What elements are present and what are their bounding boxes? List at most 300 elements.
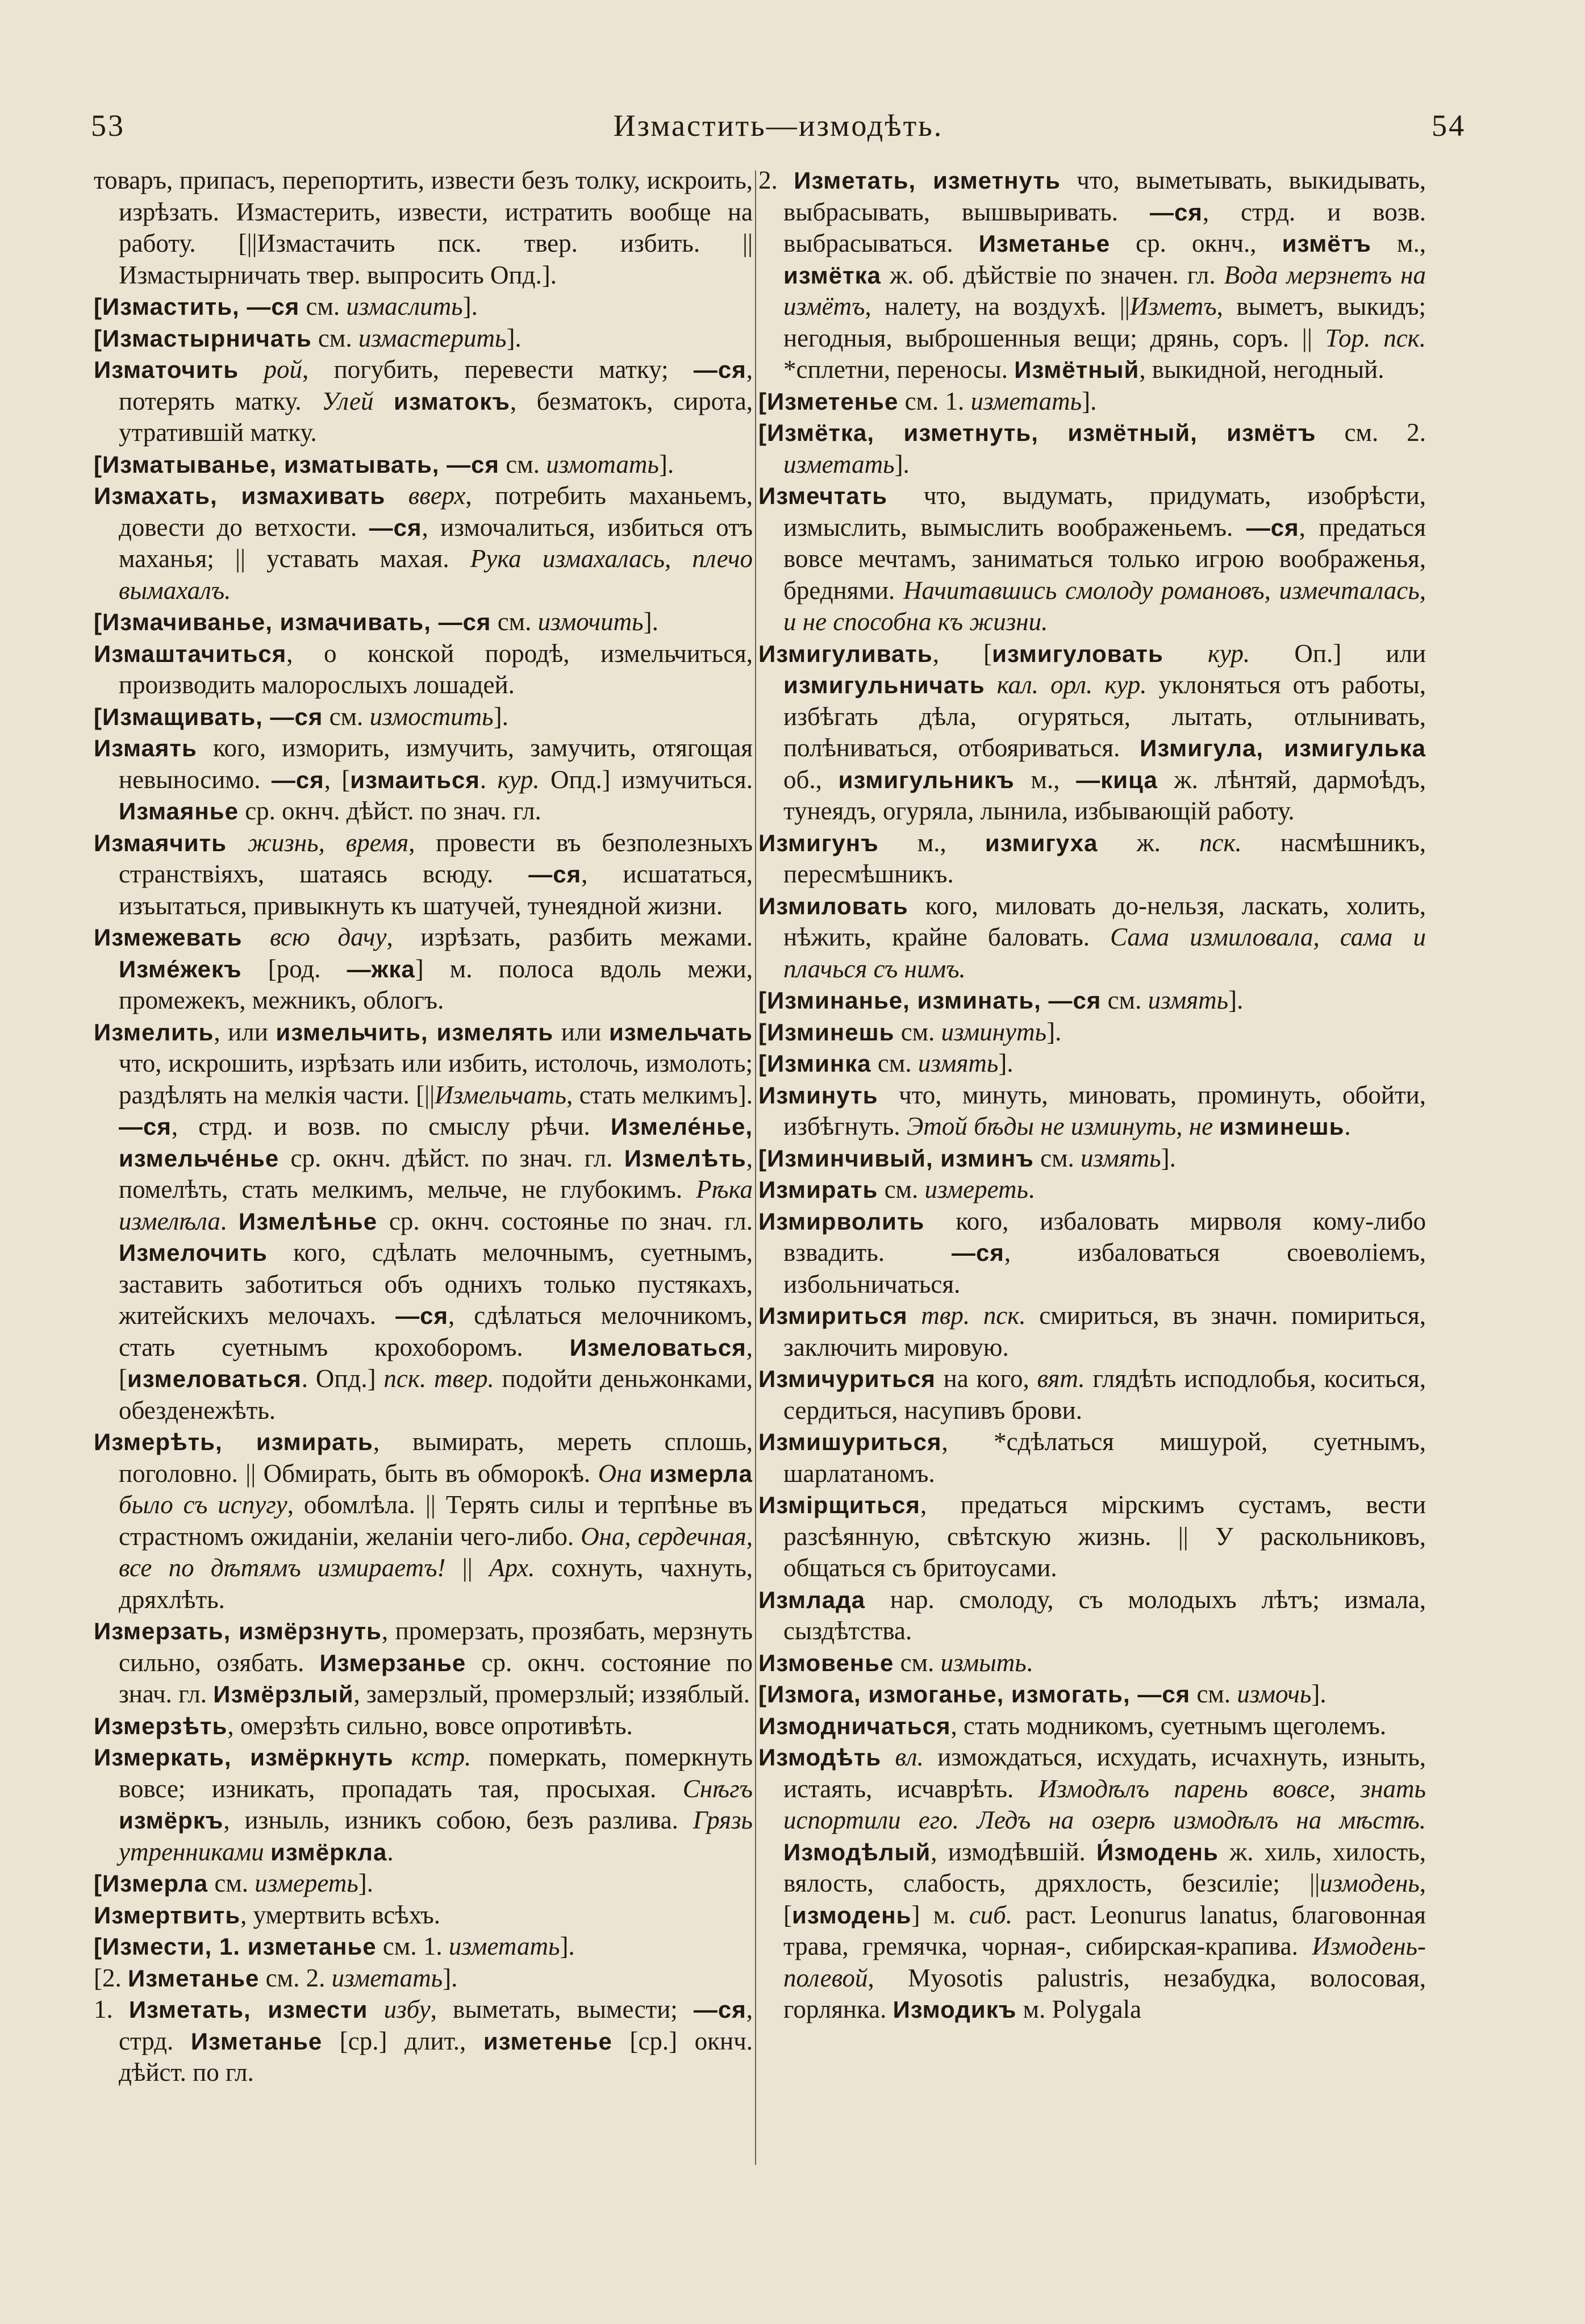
entry-text: , стрд. <box>119 1995 753 2055</box>
dictionary-entry <box>758 1742 1426 2026</box>
headword: измигульникъ <box>838 766 1015 793</box>
entry-text: см. <box>1190 1680 1237 1708</box>
entry-text: . <box>1028 1175 1035 1203</box>
dictionary-entry <box>94 1900 753 1931</box>
entry-text: ]. <box>560 1932 575 1960</box>
dictionary-entry <box>94 732 753 827</box>
italic-text: кур. <box>497 765 540 794</box>
headword: —ся <box>119 1113 172 1140</box>
entry-text: , предаться мірскимъ сустамъ, вести разсѣянную, свѣтскую жизнь. || У раскольниковъ, общаться съ бритоусами. <box>783 1490 1426 1582</box>
headword: Измерзанье <box>319 1649 466 1676</box>
entry-text: см. <box>499 449 547 478</box>
entry-text: см. <box>1033 1143 1081 1172</box>
italic-text: Сама измиловала, сама и плачься съ нимъ. <box>783 923 1426 983</box>
entry-text: , или <box>214 1017 276 1046</box>
italic-text: измереть <box>924 1175 1028 1203</box>
headword: Измирать <box>758 1176 878 1203</box>
italic-text: Рѣка измелѣла <box>119 1175 753 1235</box>
entry-text: Опд.] измучиться. <box>539 765 753 794</box>
entry-text <box>394 1743 411 1771</box>
column-divider <box>755 170 756 2165</box>
entry-text: , стрд. и возв. по смыслу рѣчи. <box>171 1112 611 1140</box>
dictionary-entry <box>758 1048 1426 1080</box>
headword: —ся <box>1246 514 1299 541</box>
entry-text: см. 1. <box>376 1932 449 1960</box>
dictionary-entry <box>94 922 753 1017</box>
dictionary-entry <box>94 606 753 638</box>
entry-text <box>239 355 264 384</box>
italic-text: изметать <box>783 449 895 478</box>
right-column <box>758 165 1426 2267</box>
entry-text <box>1163 639 1208 668</box>
entry-text: ]. <box>1228 986 1244 1014</box>
headword: Измирволить <box>758 1207 925 1235</box>
entry-text: кого, сдѣлать мелочнымъ, суетнымъ, заставить заботиться объ однихъ только пустякахъ, житейскихъ мелочахъ. <box>119 1238 753 1330</box>
entry-text: ср. окнч. дѣйст. по знач. гл. <box>238 797 541 825</box>
entry-text: . <box>387 1837 394 1866</box>
entry-text: ср. окнч., <box>1110 229 1282 257</box>
dictionary-entry <box>758 1679 1426 1710</box>
entry-text: , стрд. и возв. выбрасываться. <box>783 197 1426 257</box>
headword: Измерзать, измёрзнуть <box>94 1618 382 1644</box>
entry-text: , потребить маханьемъ, довести до ветхости. <box>119 481 753 542</box>
headword: Изметанье <box>978 230 1111 257</box>
entry-text: Оп.] или <box>1250 639 1426 668</box>
entry-text <box>985 670 997 699</box>
entry-text <box>642 1459 649 1488</box>
headword: измёркла <box>270 1838 387 1865</box>
italic-text: кстр. <box>411 1743 472 1771</box>
italic-text: измочить <box>537 607 644 636</box>
entry-text: кого, изморить, измучить, замучить, отягощая невыносимо. <box>119 734 753 794</box>
dictionary-entry <box>94 1868 753 1900</box>
headword: Измаянье <box>119 798 239 824</box>
headword: [Изминанье, изминать, —ся <box>758 987 1102 1014</box>
entry-text: ] м. полоса вдоль межи, промежекъ, межникъ, облогъ. <box>119 954 753 1014</box>
dictionary-entry <box>94 1963 753 1994</box>
dictionary-entry <box>94 449 753 481</box>
entry-text <box>1213 1112 1219 1140</box>
italic-text: Рука измахалась, плечо вымахалъ. <box>119 544 753 605</box>
entry-text: м., <box>1014 765 1077 794</box>
entry-text: ж. хиль, хилость, вялость, слабость, дряхлость, безсиліе; || <box>783 1837 1426 1897</box>
headword: Измичуриться <box>758 1365 936 1392</box>
headword: измигуха <box>985 829 1098 856</box>
entry-text: , потерять матку. <box>119 355 753 415</box>
entry-text: ср. окнч. состоянье по знач. гл. <box>377 1206 753 1235</box>
dictionary-entry <box>94 638 753 701</box>
headword: Измірщиться <box>758 1492 920 1518</box>
headword: измерла <box>649 1460 753 1487</box>
entry-text: насмѣшникъ, пересмѣшникъ. <box>783 828 1426 888</box>
italic-text: измочь <box>1237 1680 1312 1708</box>
headword: Измётный <box>1014 356 1140 383</box>
headword: —жка <box>347 955 415 982</box>
headword: Измерзѣть <box>94 1712 228 1739</box>
left-column <box>94 165 753 2267</box>
entry-text: см. <box>894 1017 941 1046</box>
headword: измётка <box>783 261 882 289</box>
entry-text: ]. <box>506 323 522 352</box>
headword: —ся <box>369 514 422 541</box>
headword: Измодѣть <box>758 1744 882 1771</box>
entry-text: , выметъ, выкидъ; негодныя, выброшенныя вещи; дрянь, соръ. || <box>783 292 1426 352</box>
entry-text: на кого, <box>935 1364 1037 1393</box>
dictionary-entry <box>758 1710 1426 1742</box>
italic-text: измастерить <box>358 323 507 352</box>
entry-text: см. <box>894 1648 941 1677</box>
dictionary-entry <box>94 1994 753 2089</box>
italic-text: пск. <box>1199 828 1242 857</box>
italic-text: Улей <box>322 386 374 415</box>
headword: Измелѣть <box>624 1144 746 1172</box>
headword: измётъ <box>1282 230 1371 257</box>
entry-text: ср. окнч. состояние по знач. гл. <box>119 1648 753 1708</box>
entry-text: см. <box>878 1175 925 1203</box>
dictionary-entry <box>94 291 753 323</box>
entry-text: ]. <box>998 1049 1013 1077</box>
headword: —ся <box>693 356 746 383</box>
entry-text: , Myosotis palustris, незабудка, волосовая, горлянка. <box>783 1963 1426 2023</box>
headword: —ся <box>528 861 582 888</box>
headword: измигуловать <box>992 640 1163 667</box>
entry-text: глядѣть исподлобья, коситься, сердиться, насупивъ брови. <box>783 1364 1426 1425</box>
headword: [Измерла <box>94 1870 208 1897</box>
headword: Измелить <box>94 1018 214 1046</box>
headword: измодень <box>792 1901 912 1929</box>
headword: Измёрзлый <box>213 1681 354 1707</box>
entry-text: , провести въ безполезныхъ странствіяхъ, шатаясь всюду. <box>119 828 753 888</box>
entry-text: ]. <box>462 292 478 320</box>
headword: изминешь <box>1219 1113 1345 1140</box>
headword: Измигуливать <box>758 640 933 667</box>
page-header <box>91 108 1466 153</box>
entry-text: , изныль, изникъ собою, безъ разлива. <box>223 1806 693 1834</box>
entry-text: [ср.] длит., <box>322 2026 483 2055</box>
entry-text: см. 2. <box>259 1963 332 1992</box>
entry-text: , стать модникомъ, суетнымъ щеголемъ. <box>950 1711 1387 1740</box>
dictionary-entry <box>94 1931 753 1963</box>
entry-text: подойти деньжонками, обезденежѣть. <box>119 1364 753 1425</box>
italic-text: измотать <box>546 449 659 478</box>
dictionary-entry <box>758 638 1426 827</box>
italic-text: кал. орл. кур. <box>996 670 1147 699</box>
headword: Измлада <box>758 1586 866 1613</box>
headword: Изметать, измести <box>128 1996 368 2023</box>
dictionary-entry <box>758 1174 1426 1206</box>
italic-text: измодень <box>1320 1869 1420 1897</box>
entry-text: , обомлѣла. || Терять силы и терпѣнье въ страстномъ ожиданіи, желаніи чего-либо. <box>119 1490 753 1551</box>
entry-text: см. <box>1101 986 1148 1014</box>
dictionary-entry <box>758 1489 1426 1584</box>
dictionary-entry <box>94 827 753 922</box>
headword: [Изминка <box>758 1050 871 1077</box>
headword: [Измащивать, —ся <box>94 703 323 730</box>
italic-text: изметать <box>970 386 1082 415</box>
entry-text: , омерзѣть сильно, вовсе опротивѣть. <box>227 1711 633 1740</box>
dictionary-entry <box>94 1615 753 1710</box>
entry-text: 2. <box>758 166 794 194</box>
italic-text: жизнь, время <box>247 828 409 857</box>
entry-text: см. 2. <box>1316 418 1426 447</box>
headword: Измириться <box>758 1302 908 1329</box>
entry-text <box>881 1743 895 1771</box>
entry-text: , промерзать, прозябать, мерзнуть сильно, озябать. <box>119 1617 753 1677</box>
entry-text: 1. <box>94 1995 129 2023</box>
entry-text: . <box>220 1206 239 1235</box>
dictionary-entry <box>94 354 753 449</box>
entry-text: , безматокъ, сирота, утратившій матку. <box>119 386 753 447</box>
italic-text: измять <box>917 1049 999 1077</box>
italic-text: пск. твер. <box>383 1364 494 1393</box>
headword: —ся <box>1149 198 1203 226</box>
italic-text: Арх. <box>489 1554 535 1582</box>
entry-text: ср. окнч. дѣйст. по знач. гл. <box>279 1143 624 1172</box>
headword: [Измести, 1. изметанье <box>94 1933 377 1960</box>
entry-text: ] м. <box>911 1900 969 1929</box>
headword: Измаштачиться <box>94 640 287 667</box>
italic-text: сиб. <box>969 1900 1013 1929</box>
headword: [Измастырничать <box>94 324 312 352</box>
entry-text: , вымирать, мереть сплошь, поголовно. || Обмирать, быть въ обморокѣ. <box>119 1427 753 1488</box>
entry-text: м., <box>878 828 985 857</box>
headword: Измодничаться <box>758 1712 951 1739</box>
dictionary-entry <box>758 1584 1426 1647</box>
italic-text: измостить <box>369 702 494 731</box>
entry-text: , стать мелкимъ]. <box>566 1080 753 1109</box>
entry-text: , о конской породѣ, измельчиться, производить малорослыхъ лошадей. <box>119 639 753 699</box>
entry-text <box>264 1838 270 1866</box>
entry-text: ж. об. дѣйствіе по значен. гл. <box>881 260 1224 289</box>
entry-text: , выкидной, негодный. <box>1139 355 1384 384</box>
entry-text <box>243 923 270 951</box>
italic-text: твр. пск. <box>921 1301 1026 1330</box>
headword: [Измастить, —ся <box>94 293 300 320</box>
dictionary-entry <box>758 1017 1426 1048</box>
dictionary-entry <box>94 1710 753 1742</box>
entry-text: ]. <box>1161 1143 1176 1172</box>
headword: Измелѣнье <box>238 1207 378 1235</box>
italic-text: измять <box>1148 986 1229 1014</box>
entry-text: , [ <box>932 639 992 668</box>
headword: измельчить, измелять <box>276 1018 554 1046</box>
headword: Изматочить <box>94 356 239 383</box>
entry-text: см. <box>208 1869 255 1897</box>
entry-text: , предаться вовсе мечтамъ, заниматься только игрою воображенья, бреднями. <box>783 513 1426 605</box>
italic-text: было съ испугу <box>119 1490 287 1519</box>
headword: Измеловаться <box>569 1334 746 1361</box>
entry-text <box>373 387 394 415</box>
headword: Измертвить <box>94 1901 241 1929</box>
entry-text: ]. <box>493 702 508 731</box>
headword: изматокъ <box>394 388 510 415</box>
headword: [Измога, измоганье, измогать, —ся <box>758 1681 1191 1707</box>
entry-text: , исшататься, изъытаться, привыкнуть къ шатучей, тунеядной жизни. <box>119 860 753 920</box>
entry-text: см. 1. <box>898 386 971 415</box>
entry-text: . <box>1026 1648 1033 1677</box>
headword: Измечтать <box>758 482 888 509</box>
italic-text: вверх <box>408 481 466 510</box>
headword: Изминуть <box>758 1081 878 1109</box>
running-title: Измастить—измодѣть. <box>613 109 944 143</box>
entry-text: или <box>553 1017 609 1046</box>
italic-text: Она, сердечная, все по дѣтямъ измираетъ! <box>119 1522 753 1582</box>
entry-text: что, искрошить, изрѣзать или избить, истолочь, измолоть; раздѣлять на мелкія части. [|| <box>119 1049 753 1109</box>
entry-text: ]. <box>894 449 910 478</box>
headword: Изметанье <box>190 2027 323 2055</box>
italic-text: Она <box>598 1459 642 1488</box>
dictionary-entry <box>758 890 1426 985</box>
italic-text: Этой бѣды не изминуть, не <box>906 1112 1213 1140</box>
dictionary-entry <box>758 386 1426 418</box>
page-number-right: 54 <box>1432 109 1466 143</box>
entry-text: , изрѣзать, разбить межами. <box>386 923 753 951</box>
entry-text: [род. <box>241 954 347 983</box>
entry-text: , погубить, перевести матку; <box>302 355 694 384</box>
headword: Измахать, измахивать <box>94 482 386 509</box>
headword: Изме́жекъ <box>119 955 242 982</box>
headword: изметенье <box>483 2027 612 2055</box>
entry-text: кого, избаловать мирволя кому-либо взвадить. <box>783 1206 1426 1267</box>
dictionary-entry <box>758 1426 1426 1489</box>
italic-text: измереть <box>255 1869 358 1897</box>
headword: Измаячить <box>94 829 227 856</box>
entry-text: раст. Leonurus lanatus, благовонная трава, гремячка, чорная-, сибирская-крапива. <box>783 1900 1426 1960</box>
dictionary-entry <box>758 1363 1426 1426</box>
entry-text: , умертвить всѣхъ. <box>240 1900 441 1929</box>
headword: —ся <box>951 1239 1004 1266</box>
page-number-left: 53 <box>91 109 125 143</box>
entry-text: м. Polygala <box>1016 1995 1142 2023</box>
headword: Измежевать <box>94 924 243 951</box>
headword: Измиловать <box>758 892 908 919</box>
entry-text: см. <box>871 1049 918 1077</box>
entry-text: . Опд.] <box>301 1364 384 1393</box>
entry-text <box>908 1301 921 1330</box>
entry-text: . <box>1344 1112 1351 1140</box>
italic-text: кур. <box>1208 639 1250 668</box>
entry-text: ж. <box>1098 828 1200 857</box>
italic-text: измыть <box>940 1648 1027 1677</box>
entry-text: , [ <box>119 1332 753 1393</box>
entry-text: , [ <box>324 765 351 794</box>
entry-text: что, выдумать, придумать, изобрѣсти, измыслить, вымыслить воображеньемъ. <box>783 481 1426 542</box>
italic-text: Измельчать <box>435 1080 566 1109</box>
entry-text: , помелѣть, стать мелкимъ, мельче, не глубокимъ. <box>119 1143 753 1203</box>
italic-text: Изметъ <box>1129 292 1217 320</box>
headword: Изметать, изметнуть <box>794 167 1061 194</box>
headword: Изметанье <box>128 1964 260 1992</box>
entry-text: , [ <box>783 1869 1426 1929</box>
entry-text: что, минуть, миновать, проминуть, обойти, избѣгнуть. <box>783 1080 1426 1140</box>
italic-text: вят. <box>1037 1364 1085 1393</box>
headword: Измодикъ <box>892 1996 1017 2023</box>
entry-text: товаръ, припасъ, перепортить, извести безъ толку, искроить, изрѣзать. Измастерить, извести, истратить вообще на работу. [||Измастачить пск. твер. избить. ||Измастырничать твер. выпросить Опд.]. <box>94 166 753 289</box>
entry-text: , измочалиться, избиться отъ маханья; || уставать махая. <box>119 513 753 573</box>
dictionary-entry <box>94 165 753 291</box>
dictionary-entry <box>758 480 1426 638</box>
entry-text: ]. <box>358 1869 374 1897</box>
headword: Измеле́нье, измельче́нье <box>119 1113 753 1172</box>
italic-text: всю дачу <box>270 923 387 951</box>
dictionary-entry <box>94 323 753 355</box>
entry-text: измождаться, исхудать, исчахнуть, изныть, истаять, исчаврѣть. <box>783 1743 1426 1803</box>
headword: [Измётка, изметнуть, измётный, измётъ <box>758 419 1316 446</box>
dictionary-entry <box>94 1426 753 1615</box>
italic-text: Вода мерзнетъ на измётъ <box>783 260 1426 320</box>
entry-text <box>368 1995 384 2023</box>
headword: измигульничать <box>783 672 985 698</box>
headword: [Изматыванье, изматывать, —ся <box>94 451 500 478</box>
headword: измёркъ <box>119 1807 224 1834</box>
entry-text: м., <box>1371 229 1426 257</box>
headword: Измигула, измигулька <box>1140 735 1426 761</box>
italic-text: Измодѣлъ парень вовсе, знать испортили его. Ледъ на озерѣ измодѣлъ на мѣстѣ. <box>783 1774 1426 1834</box>
entry-text: [2. <box>94 1963 128 1992</box>
headword: измаиться <box>350 766 480 793</box>
entry-text: ]. <box>658 449 674 478</box>
entry-text: , измодѣвшій. <box>931 1837 1097 1866</box>
dictionary-entry <box>94 1742 753 1868</box>
headword: —ся <box>693 1996 746 2023</box>
headword: Измигунъ <box>758 829 879 856</box>
entry-text <box>385 481 408 510</box>
entry-text: см. <box>299 292 347 320</box>
italic-text: вл. <box>895 1743 924 1771</box>
italic-text: измять <box>1081 1143 1161 1172</box>
headword: Измовенье <box>758 1649 894 1676</box>
entry-text: уклоняться отъ работы, избѣгать дѣла, огуряться, лытать, отлынивать, полѣниваться, отбояриваться. <box>783 670 1426 762</box>
dictionary-entry <box>758 1647 1426 1679</box>
headword: измельчать <box>608 1018 753 1046</box>
dictionary-entry <box>758 985 1426 1017</box>
entry-text: сохнуть, чахнуть, дряхлѣть. <box>119 1554 753 1614</box>
italic-text: измаслить <box>346 292 463 320</box>
headword: [Измачиванье, измачивать, —ся <box>94 609 491 635</box>
entry-text: , налету, на воздухѣ. || <box>865 292 1130 320</box>
entry-text: ]. <box>1311 1680 1327 1708</box>
italic-text: изметать <box>448 1932 560 1960</box>
entry-text: , *сдѣлаться мишурой, суетнымъ, шарлатаномъ. <box>783 1427 1426 1488</box>
italic-text: Измодень-полевой <box>783 1932 1426 1992</box>
entry-text: см. <box>311 323 358 352</box>
italic-text: Начитавшись смолоду романовъ, измечталась, и не способна къ жизни. <box>783 576 1426 636</box>
italic-text: избу <box>383 1995 431 2023</box>
dictionary-entry <box>758 1080 1426 1143</box>
headword: И́змодень <box>1096 1838 1219 1865</box>
entry-text: , избаловаться своеволіемъ, избольничаться. <box>783 1238 1426 1298</box>
italic-text: Тор. пск. <box>1325 323 1426 352</box>
entry-text: || <box>445 1554 490 1582</box>
dictionary-entry <box>94 1017 753 1427</box>
headword: [Изметенье <box>758 388 899 415</box>
headword: Измелочить <box>119 1239 268 1266</box>
italic-text: изметать <box>331 1963 443 1992</box>
italic-text: изминуть <box>941 1017 1047 1046</box>
dictionary-entry <box>94 480 753 606</box>
entry-text: , замерзлый, промерзлый; иззяблый. <box>353 1680 750 1708</box>
entry-text: нар. смолоду, съ молодыхъ лѣтъ; измала, сыздѣтства. <box>783 1585 1426 1645</box>
italic-text: Снѣгъ <box>682 1774 753 1803</box>
headword: [Изминчивый, изминъ <box>758 1144 1034 1172</box>
headword: —ся <box>395 1302 448 1329</box>
entry-text: . <box>479 765 498 794</box>
entry-text: ]. <box>1046 1017 1062 1046</box>
headword: Измишуриться <box>758 1428 942 1455</box>
entry-text <box>227 828 248 857</box>
headword: [Изминешь <box>758 1018 895 1046</box>
dictionary-entry <box>758 417 1426 480</box>
